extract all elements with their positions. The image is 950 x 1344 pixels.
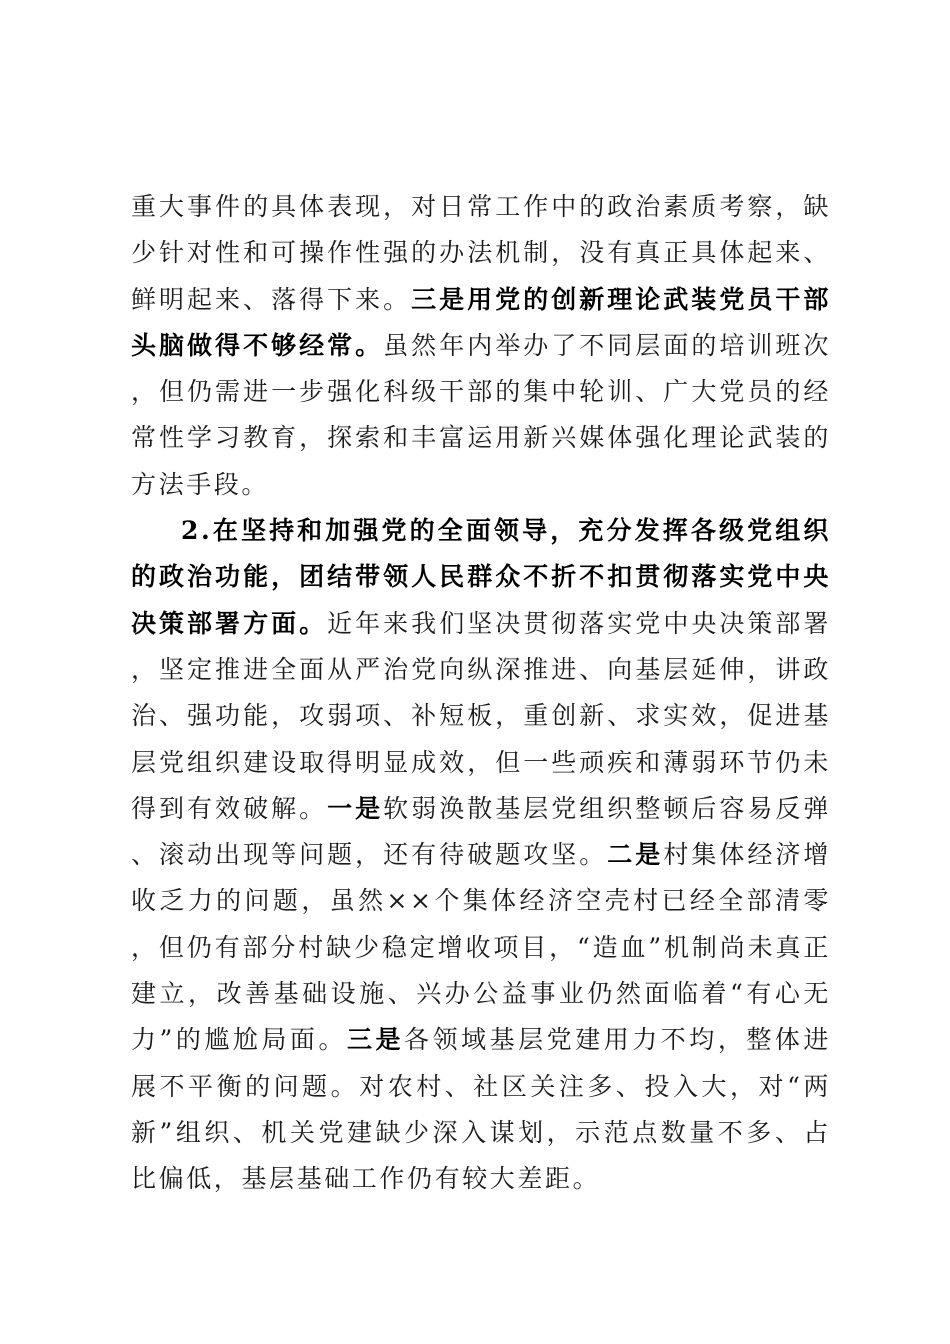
paragraph-1-continued (131, 184, 831, 508)
paragraph-1-segment-1: 重大事件的具体表现，对日常工作中的政治素质考察，缺少针对性和可操作性强的办法机制，没有真正具体起来、鲜明起来、落得下来。 (131, 192, 831, 314)
document-body (131, 184, 831, 1203)
paragraph-2-bold-marker-three: 三是 (346, 1025, 405, 1055)
paragraph-2-section-heading: 2.在坚持和加强党的全面领导，充分发挥各级党组织的政治功能，团结带领人民群众不折不扣贯彻落实党中央决策部署方面。 (131, 516, 831, 638)
paragraph-1-bold-heading-three: 三是用党的创新理论武装党员干部头脑做得不够经常。 (131, 284, 831, 360)
paragraph-2-segment-8: 各领域基层党建用力不均，整体进展不平衡的问题。对农村、社区关注多、投入大，对“两新”组织、机关党建缺少深入谋划，示范点数量不多、占比偏低，基层基础工作仍有较大差距。 (131, 1025, 831, 1194)
paragraph-2-bold-marker-two: 二是 (607, 840, 664, 870)
paragraph-2 (131, 508, 831, 1202)
paragraph-2-bold-marker-one: 一是 (327, 793, 384, 823)
paragraph-2-segment-2: 近年来我们坚决贯彻落实党中央决策部署，坚定推进全面从严治党向纵深推进、向基层延伸，讲政治、强功能，攻弱项、补短板，重创新、求实效，促进基层党组织建设取得明显成效，但一些顽疾和薄弱环节仍未得到有效破解。 (131, 608, 831, 823)
paragraph-1-segment-3: 虽然年内举办了不同层面的培训班次，但仍需进一步强化科级干部的集中轮训、广大党员的经常性学习教育，探索和丰富运用新兴媒体强化理论武装的方法手段。 (131, 330, 831, 499)
paragraph-2-segment-6: 村集体经济增收乏力的问题，虽然××个集体经济空壳村已经全部清零，但仍有部分村缺少稳定增收项目，“造血”机制尚未真正建立，改善基础设施、兴办公益事业仍然面临着“有心无力”的尴尬局面。 (131, 840, 832, 1055)
paragraph-2-segment-4: 软弱涣散基层党组织整顿后容易反弹、滚动出现等问题，还有待破题攻坚。 (131, 793, 832, 870)
